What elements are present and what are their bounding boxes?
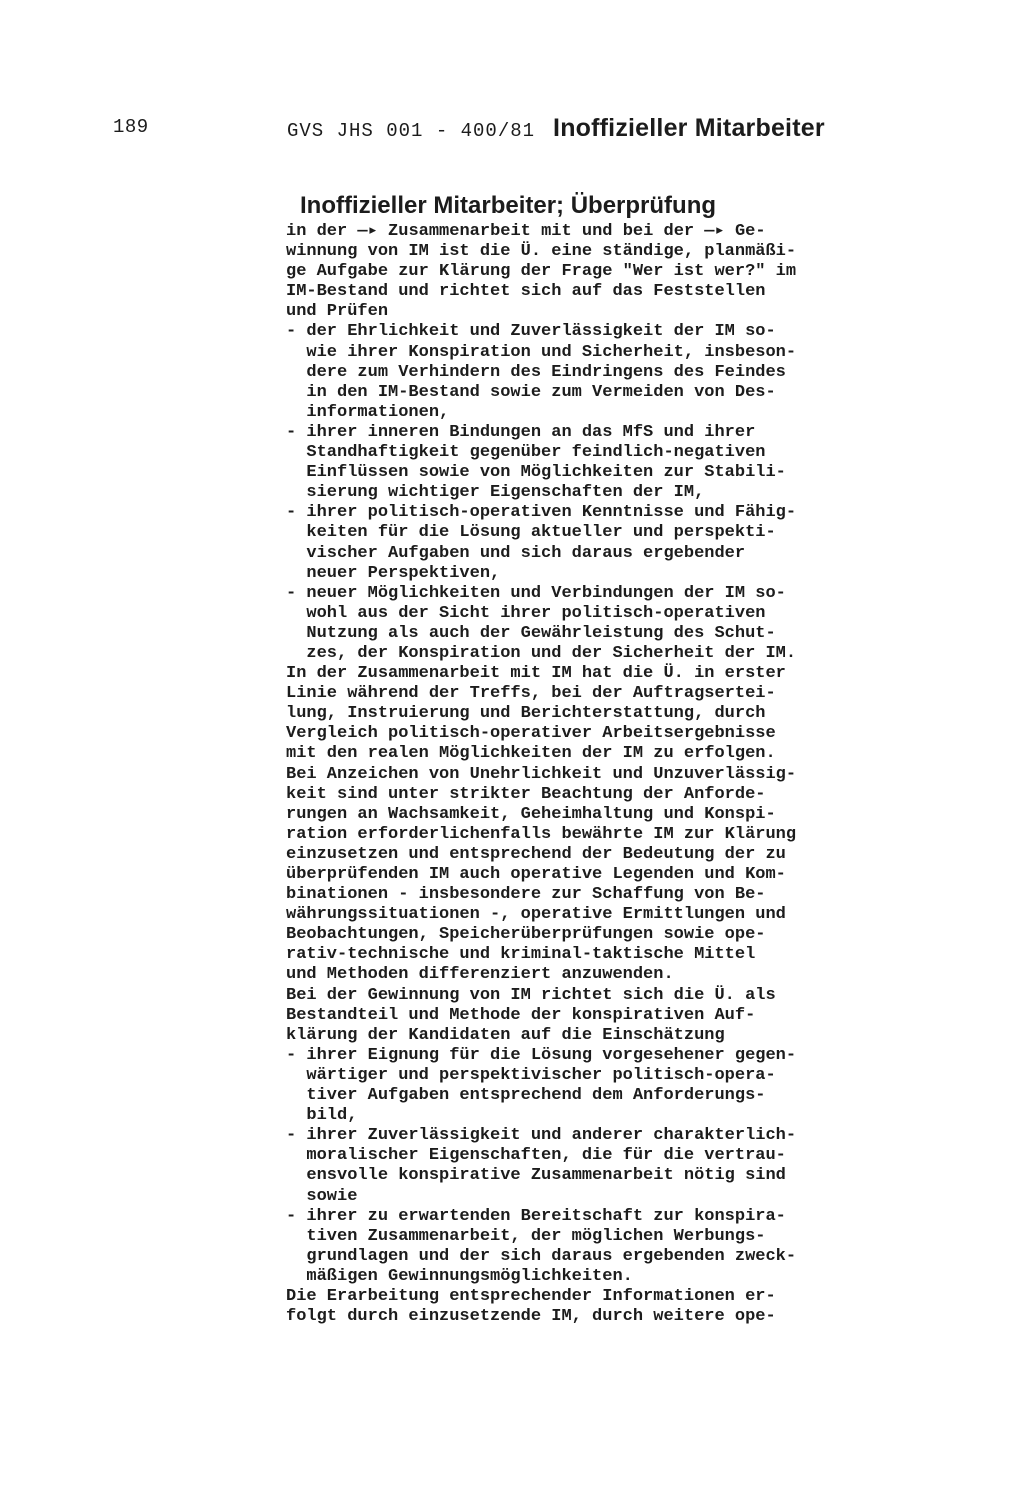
text-line: In der Zusammenarbeit mit IM hat die Ü. in erster xyxy=(286,664,786,684)
text-line: klärung der Kandidaten auf die Einschätzung xyxy=(286,1025,725,1045)
text-line: - ihrer Eignung für die Lösung vorgesehener gegen- xyxy=(286,1045,797,1065)
text-line: Standhaftigkeit gegenüber feindlich-negativen xyxy=(286,443,766,463)
text-line: in der —▸ Zusammenarbeit mit und bei der —▸ Ge- xyxy=(286,222,766,241)
running-head xyxy=(287,114,825,143)
text-line: sowie xyxy=(286,1186,358,1206)
text-line: rativ-technische und kriminal-taktische Mittel xyxy=(286,945,756,965)
text-line: winnung von IM ist die Ü. eine ständige, planmäßi- xyxy=(286,242,797,262)
text-line: bild, xyxy=(286,1106,358,1126)
text-line: - der Ehrlichkeit und Zuverlässigkeit der IM so- xyxy=(286,322,776,342)
text-line: zes, der Konspiration und der Sicherheit der IM. xyxy=(286,643,797,663)
text-line: Beobachtungen, Speicherüberprüfungen sowie ope- xyxy=(286,925,766,945)
text-line: einzusetzen und entsprechend der Bedeutung der zu xyxy=(286,844,786,864)
text-line: keit sind unter strikter Beachtung der Anforde- xyxy=(286,784,766,804)
section-title: Inoffizieller Mitarbeiter xyxy=(553,114,825,142)
text-line: überprüfenden IM auch operative Legenden und Kom- xyxy=(286,865,786,884)
text-line: grundlagen und der sich daraus ergebenden zweck- xyxy=(286,1246,797,1266)
text-line: - ihrer Zuverlässigkeit und anderer charakterlich- xyxy=(286,1126,797,1146)
text-line: wie ihrer Konspiration und Sicherheit, insbeson- xyxy=(286,342,797,362)
text-line: Bestandteil und Methode der konspirativen Auf- xyxy=(286,1005,756,1025)
text-line: moralischer Eigenschaften, die für die vertrau- xyxy=(286,1146,786,1166)
text-line: sierung wichtiger Eigenschaften der IM, xyxy=(286,483,705,503)
page-number: 189 xyxy=(113,116,149,138)
text-line: - neuer Möglichkeiten und Verbindungen der IM so- xyxy=(286,583,786,603)
text-line: folgt durch einzusetzende IM, durch weitere ope- xyxy=(286,1307,776,1327)
text-line: ration erforderlichenfalls bewährte IM zur Klärung xyxy=(286,824,797,844)
text-line: Vergleich politisch-operativer Arbeitsergebnisse xyxy=(286,724,776,744)
text-line: lung, Instruierung und Berichterstattung, durch xyxy=(286,704,766,724)
text-line: und Prüfen xyxy=(286,302,389,322)
text-line: Die Erarbeitung entsprechender Informationen er- xyxy=(286,1286,776,1306)
text-line: Bei der Gewinnung von IM richtet sich die Ü. als xyxy=(286,985,776,1005)
text-line: - ihrer politisch-operativen Kenntnisse und Fähig- xyxy=(286,503,797,523)
text-line: vischer Aufgaben und sich daraus ergebender xyxy=(286,543,746,563)
text-line: mit den realen Möglichkeiten der IM zu erfolgen. xyxy=(286,744,776,764)
text-line: IM-Bestand und richtet sich auf das Feststellen xyxy=(286,282,766,302)
text-line: tiven Zusammenarbeit, der möglichen Werbungs- xyxy=(286,1226,766,1246)
text-line: neuer Perspektiven, xyxy=(286,563,501,583)
text-line: dere zum Verhindern des Eindringens des Feindes xyxy=(286,362,786,382)
text-line: tiver Aufgaben entsprechend dem Anforderungs- xyxy=(286,1086,766,1106)
text-line: wohl aus der Sicht ihrer politisch-operativen xyxy=(286,603,766,623)
entry-heading: Inoffizieller Mitarbeiter; Überprüfung xyxy=(300,192,717,219)
text-line: keiten für die Lösung aktueller und perspekti- xyxy=(286,523,776,543)
entry-body xyxy=(286,222,902,1327)
text-line: informationen, xyxy=(286,402,450,422)
text-line: binationen - insbesondere zur Schaffung von Be- xyxy=(286,885,766,905)
text-line: und Methoden differenziert anzuwenden. xyxy=(286,965,674,985)
text-line: ensvolle konspirative Zusammenarbeit nötig sind xyxy=(286,1166,786,1186)
text-line: mäßigen Gewinnungsmöglichkeiten. xyxy=(286,1266,633,1286)
text-line: Bei Anzeichen von Unehrlichkeit und Unzuverlässig- xyxy=(286,764,797,784)
document-code: GVS JHS 001 - 400/81 xyxy=(287,120,536,142)
text-line: Linie während der Treffs, bei der Auftragsertei- xyxy=(286,684,776,704)
text-line: in den IM-Bestand sowie zum Vermeiden von Des- xyxy=(286,382,776,402)
text-line: - ihrer zu erwartenden Bereitschaft zur konspira- xyxy=(286,1206,786,1226)
text-line: Nutzung als auch der Gewährleistung des Schut- xyxy=(286,623,776,643)
text-line: ge Aufgabe zur Klärung der Frage "Wer ist wer?" im xyxy=(286,262,797,282)
text-line: rungen an Wachsamkeit, Geheimhaltung und Konspi- xyxy=(286,804,776,824)
text-line: wärtiger und perspektivischer politisch-opera- xyxy=(286,1065,776,1085)
text-line: währungssituationen -, operative Ermittlungen und xyxy=(286,905,786,925)
text-line: Einflüssen sowie von Möglichkeiten zur Stabili- xyxy=(286,463,786,483)
text-line: - ihrer inneren Bindungen an das MfS und ihrer xyxy=(286,422,756,442)
